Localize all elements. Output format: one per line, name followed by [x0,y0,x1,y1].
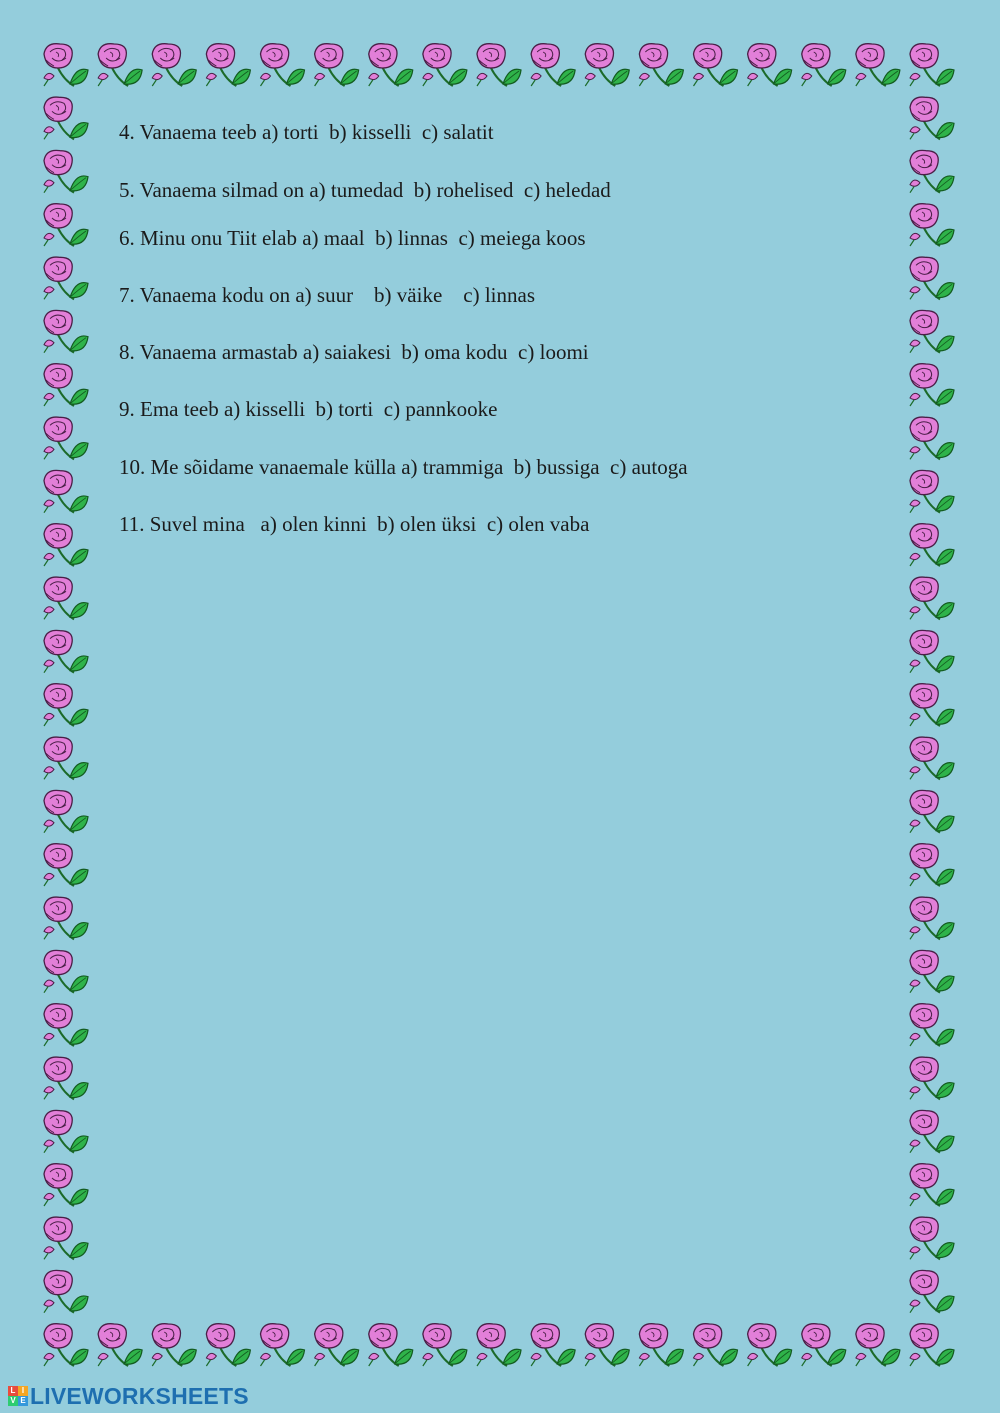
rose-icon [585,44,629,86]
rose-icon [152,1324,196,1366]
rose-icon [910,790,954,832]
rose-icon [910,737,954,779]
rose-icon [910,310,954,352]
rose-icon [477,44,521,86]
rose-icon [910,364,954,406]
rose-icon [44,737,88,779]
rose-icon [910,844,954,886]
rose-icon [802,1324,846,1366]
rose-icon [423,1324,467,1366]
rose-icon [315,1324,359,1366]
rose-icon [44,1110,88,1152]
rose-icon [639,1324,683,1366]
liveworksheets-footer [8,1383,249,1409]
brand-text: LIVEWORKSHEETS [30,1382,249,1409]
rose-icon [44,150,88,192]
rose-icon [910,417,954,459]
rose-icon [44,204,88,246]
rose-icon [261,44,305,86]
rose-icon [206,44,250,86]
rose-icon [910,684,954,726]
rose-icon [910,524,954,566]
logo-letter-l: L [8,1386,18,1396]
rose-icon [910,257,954,299]
rose-icon [44,1164,88,1206]
rose-icon [44,790,88,832]
question-10: 10. Me sõidame vanaemale külla a) trammiga b) bussiga c) autoga [119,455,688,479]
question-11: 11. Suvel mina a) olen kinni b) olen üksi c) olen vaba [119,512,590,536]
rose-icon [531,1324,575,1366]
rose-icon [910,1217,954,1259]
rose-icon [44,844,88,886]
rose-icon [910,97,954,139]
rose-icon [910,44,954,86]
rose-icon [44,44,88,86]
rose-icon [856,1324,900,1366]
rose-icon [910,1057,954,1099]
rose-icon [531,44,575,86]
rose-icon [910,1324,954,1366]
rose-icon [44,1217,88,1259]
rose-icon [315,44,359,86]
rose-icon [748,44,792,86]
logo-letter-e: E [18,1396,28,1406]
rose-icon [910,1004,954,1046]
liveworksheets-logo-icon [8,1386,28,1406]
rose-icon [910,150,954,192]
rose-icon [206,1324,250,1366]
rose-icon [910,630,954,672]
rose-icon [910,577,954,619]
rose-icon [910,950,954,992]
rose-icon [910,1164,954,1206]
rose-icon [44,364,88,406]
rose-icon [152,44,196,86]
rose-icon [44,257,88,299]
rose-icon [44,950,88,992]
question-4: 4. Vanaema teeb a) torti b) kisselli c) salatit [119,120,494,144]
rose-icon [44,524,88,566]
rose-icon [44,1057,88,1099]
rose-icon [585,1324,629,1366]
rose-icon [261,1324,305,1366]
rose-icon [694,1324,738,1366]
rose-icon [856,44,900,86]
rose-icon [802,44,846,86]
question-8: 8. Vanaema armastab a) saiakesi b) oma kodu c) loomi [119,340,589,364]
rose-icon [910,470,954,512]
rose-icon [44,1004,88,1046]
rose-icon [694,44,738,86]
question-6: 6. Minu onu Tiit elab a) maal b) linnas c) meiega koos [119,226,586,250]
rose-icon [369,44,413,86]
logo-letter-v: V [8,1396,18,1406]
rose-icon [98,1324,142,1366]
rose-icon [910,1270,954,1312]
rose-icon [44,97,88,139]
rose-icon [423,44,467,86]
rose-icon [44,1324,88,1366]
rose-icon [910,897,954,939]
rose-icon [910,204,954,246]
rose-icon [748,1324,792,1366]
question-9: 9. Ema teeb a) kisselli b) torti c) pannkooke [119,397,498,421]
rose-icon [910,1110,954,1152]
rose-icon [369,1324,413,1366]
rose-icon [44,310,88,352]
rose-icon [639,44,683,86]
rose-icon [44,417,88,459]
question-5: 5. Vanaema silmad on a) tumedad b) rohelised c) heledad [119,178,611,202]
question-7: 7. Vanaema kodu on a) suur b) väike c) linnas [119,283,536,307]
rose-icon [44,577,88,619]
rose-icon [477,1324,521,1366]
rose-icon [44,684,88,726]
rose-icon [44,1270,88,1312]
rose-icon [44,470,88,512]
logo-letter-i: I [18,1386,28,1396]
rose-icon [98,44,142,86]
rose-icon [44,897,88,939]
rose-icon [44,630,88,672]
